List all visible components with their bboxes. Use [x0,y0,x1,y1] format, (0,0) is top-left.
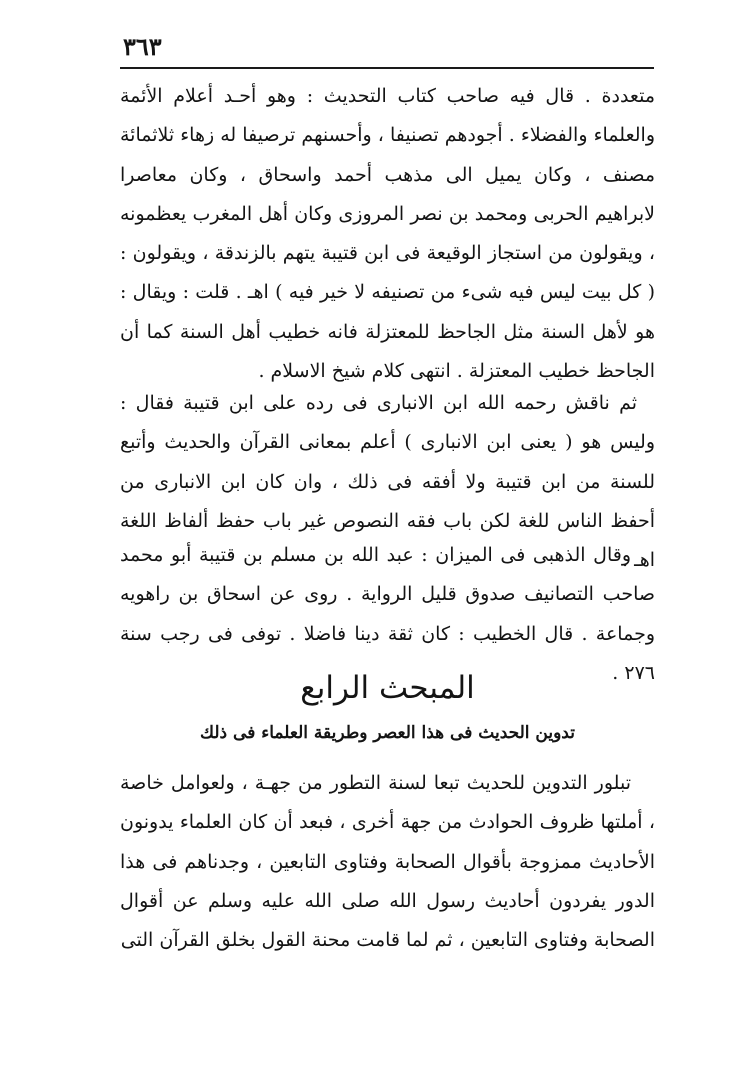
paragraph: ثم ناقش رحمه الله ابن الانبارى فى رده على ابن قتيبة فقال : وليس هو ( يعنى ابن الانبارى ) أعلم بمعانى القرآن والحديث وأتبع للسنة من ابن قتيبة ولا أفقه فى ذلك ، وان كان ابن الانبارى من أحفظ الناس للغة لكن باب فقه النصوص غير باب حفظ ألفاظ اللغة اهـ . [120,392,655,572]
paragraph: وقال الذهبى فى الميزان : عبد الله بن مسلم بن قتيبة أبو محمد صاحب التصانيف صدوق قليل الرواية . روى عن اسحاق بن راهويه وجماعة . قال الخطيب : كان ثقة دينا فاضلا . توفى فى رجب سنة ٢٧٦ . [120,544,655,684]
paragraph: متعددة . قال فيه صاحب كتاب التحديث : وهو أحـد أعلام الأئمة والعلماء والفضلاء . أجودهم تصنيفا ، وأحسنهم ترصيفا له زهاء ثلاثمائة مصنف ، وكان يميل الى مذهب أحمد واسحاق ، وكان معاصرا لابراهيم الحربى ومحمد بن نصر المروزى وكان أهل المغرب يعظمونه ، ويقولون من استجاز الوقيعة فى ابن قتيبة يتهم بالزندقة ، ويقولون : ( كل بيت ليس فيه شىء من تصنيفه لا خير فيه ) اهـ . قلت : ويقال : هو لأهل السنة مثل الجاحظ للمعتزلة فانه خطيب أهل السنة كما أن الجاحظ خطيب المعتزلة . انتهى كلام شيخ الاسلام . [120,85,655,383]
paragraph-section-body [120,764,655,960]
page-number: ٣٦٣ [123,32,162,61]
header-rule [120,67,654,69]
paragraph-continuation [120,77,655,391]
section-subtitle: تدوين الحديث فى هذا العصر وطريقة العلماء فى ذلك [200,723,575,743]
paragraph: تبلور التدوين للحديث تبعا لسنة التطور من جهـة ، ولعوامل خاصة ، أملتها ظروف الحوادث من جهة أخرى ، فبعد أن كان العلماء يدونون الأحاديث ممزوجة بأقوال الصحابة وفتاوى التابعين ، وجدناهم فى هذا الدور يفردون أحاديث رسول الله صلى الله عليه وسلم عن أقوال الصحابة وفتاوى التابعين ، ثم لما قامت محنة القول بخلق القرآن التى [120,772,655,952]
section-title: المبحث الرابع [300,670,475,706]
